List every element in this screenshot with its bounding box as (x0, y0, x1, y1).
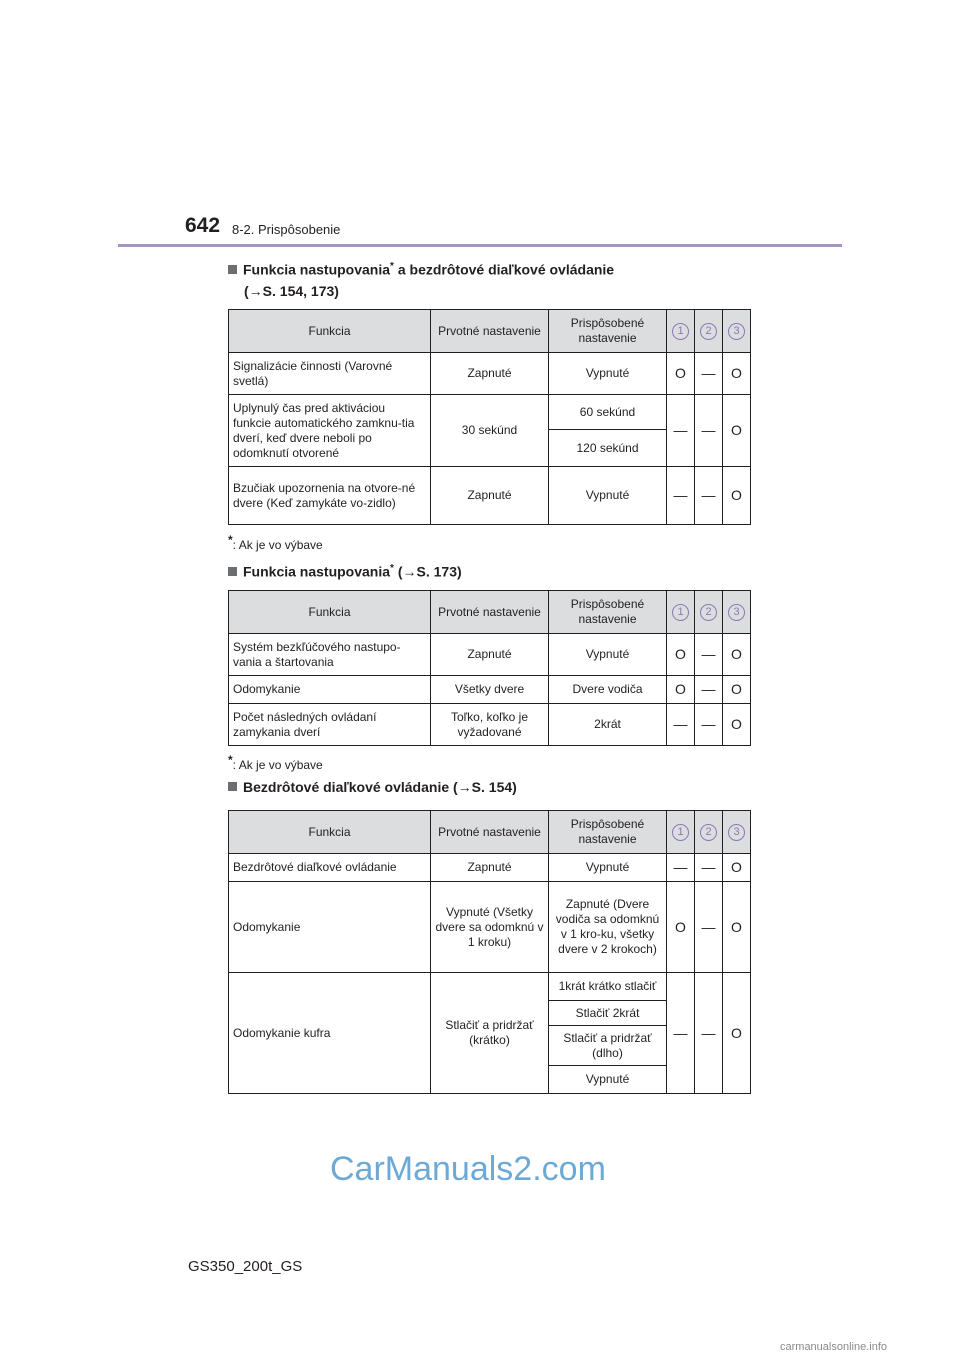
cell-custom: Stlačiť 2krát (549, 1001, 667, 1026)
table-header-row (229, 310, 751, 353)
cell-mark: O (723, 634, 751, 676)
cell-mark: — (667, 704, 695, 746)
section2-table (228, 590, 751, 746)
col-header (695, 310, 723, 353)
table-row (229, 467, 751, 525)
col-header: Funkcia (229, 591, 431, 634)
circled-number-icon: 2 (700, 824, 717, 841)
cell-function: Počet následných ovládaní zamykania dverí (229, 704, 431, 746)
cell-function: Odomykanie kufra (229, 973, 431, 1094)
chapter-title: 8-2. Prispôsobenie (232, 222, 341, 237)
col-header: Prispôsobené nastavenie (549, 310, 667, 353)
col-header: Prispôsobené nastavenie (549, 811, 667, 854)
square-bullet-icon (228, 567, 237, 576)
cell-custom: 120 sekúnd (549, 430, 667, 467)
col-header (723, 310, 751, 353)
site-footer: carmanualsonline.info (780, 1341, 888, 1353)
page-number: 642 (185, 214, 221, 237)
cell-mark: — (667, 973, 695, 1094)
cell-mark: O (667, 353, 695, 395)
cell-mark: O (723, 973, 751, 1094)
cell-mark: — (695, 973, 723, 1094)
cell-mark: O (667, 634, 695, 676)
cell-mark: O (723, 395, 751, 467)
watermark: CarManuals2.com (330, 1150, 606, 1188)
cell-initial: Vypnuté (Všetky dvere sa odomknú v 1 kroku) (431, 882, 549, 973)
table-row (229, 634, 751, 676)
cell-custom: Vypnuté (549, 467, 667, 525)
col-header (723, 591, 751, 634)
asterisk: * (228, 753, 233, 767)
cell-custom: Zapnuté (Dvere vodiča sa odomknú v 1 kro-ku, všetky dvere v 2 krokoch) (549, 882, 667, 973)
col-header (695, 591, 723, 634)
cell-initial: 30 sekúnd (431, 395, 549, 467)
cell-function: Bzučiak upozornenia na otvore-né dvere (Keď zamykáte vo-zidlo) (229, 467, 431, 525)
section1-title-text: Funkcia nastupovania (243, 261, 391, 278)
circled-number-icon: 1 (672, 604, 689, 621)
cell-mark: — (667, 854, 695, 882)
circled-number-icon: 1 (672, 323, 689, 340)
section1-table (228, 309, 751, 525)
cell-mark: O (667, 882, 695, 973)
col-header: Prvotné nastavenie (431, 811, 549, 854)
table-header-row (229, 811, 751, 854)
cell-mark: O (723, 882, 751, 973)
circled-number-icon: 3 (728, 323, 745, 340)
cell-mark: O (667, 676, 695, 704)
circled-number-icon: 3 (728, 604, 745, 621)
cell-function: Odomykanie (229, 676, 431, 704)
section3-title (228, 777, 517, 798)
section1-ref: (→S. 154, 173) (244, 282, 339, 299)
section1-title (228, 256, 614, 302)
header-divider (118, 244, 842, 247)
section2-title-text: Funkcia nastupovania (243, 563, 391, 580)
cell-initial: Zapnuté (431, 353, 549, 395)
cell-initial: Zapnuté (431, 634, 549, 676)
cell-custom: 1krát krátko stlačiť (549, 973, 667, 1001)
table-row (229, 704, 751, 746)
col-header (667, 310, 695, 353)
asterisk: * (390, 261, 394, 272)
table-row (229, 882, 751, 973)
cell-mark: — (695, 882, 723, 973)
col-header (667, 591, 695, 634)
cell-mark: — (695, 353, 723, 395)
cell-mark: O (723, 704, 751, 746)
col-header: Funkcia (229, 811, 431, 854)
cell-mark: O (723, 467, 751, 525)
cell-initial: Všetky dvere (431, 676, 549, 704)
table-header-row (229, 591, 751, 634)
col-header (667, 811, 695, 854)
cell-custom: Dvere vodiča (549, 676, 667, 704)
col-header (723, 811, 751, 854)
col-header: Prispôsobené nastavenie (549, 591, 667, 634)
cell-mark: O (723, 676, 751, 704)
cell-mark: — (695, 395, 723, 467)
cell-custom: Stlačiť a pridržať (dlho) (549, 1026, 667, 1066)
cell-mark: — (667, 395, 695, 467)
square-bullet-icon (228, 265, 237, 274)
section3-title-text: Bezdrôtové diaľkové ovládanie (243, 779, 450, 795)
cell-custom: 2krát (549, 704, 667, 746)
circled-number-icon: 2 (700, 604, 717, 621)
cell-initial: Zapnuté (431, 854, 549, 882)
cell-initial: Stlačiť a pridržať (krátko) (431, 973, 549, 1094)
circled-number-icon: 1 (672, 824, 689, 841)
cell-custom: 60 sekúnd (549, 395, 667, 430)
cell-function: Bezdrôtové diaľkové ovládanie (229, 854, 431, 882)
cell-mark: — (695, 676, 723, 704)
table-row (229, 353, 751, 395)
cell-function: Systém bezkľúčového nastupo-vania a štartovania (229, 634, 431, 676)
table-row (229, 973, 751, 1001)
table-row (229, 395, 751, 430)
section1-footnote: *: Ak je vo výbave (228, 533, 323, 552)
circled-number-icon: 3 (728, 824, 745, 841)
cell-custom: Vypnuté (549, 854, 667, 882)
circled-number-icon: 2 (700, 323, 717, 340)
section1-title-suffix: a bezdrôtové diaľkové ovládanie (393, 261, 615, 278)
cell-mark: — (667, 467, 695, 525)
cell-function: Odomykanie (229, 882, 431, 973)
cell-mark: — (695, 854, 723, 882)
footnote-text: Ak je vo výbave (238, 538, 323, 552)
footnote-text: Ak je vo výbave (238, 758, 323, 772)
cell-mark: — (695, 634, 723, 676)
section3-table (228, 810, 751, 1094)
col-header: Prvotné nastavenie (431, 310, 549, 353)
col-header: Prvotné nastavenie (431, 591, 549, 634)
cell-initial: Toľko, koľko je vyžadované (431, 704, 549, 746)
asterisk: * (228, 533, 233, 547)
table-row (229, 676, 751, 704)
square-bullet-icon (228, 782, 237, 791)
section2-footnote: *: Ak je vo výbave (228, 753, 323, 772)
cell-custom: Vypnuté (549, 353, 667, 395)
col-header: Funkcia (229, 310, 431, 353)
col-header (695, 811, 723, 854)
cell-mark: — (695, 467, 723, 525)
section2-ref: (→S. 173) (393, 563, 462, 580)
cell-mark: — (695, 704, 723, 746)
section3-ref: (→S. 154) (449, 779, 517, 795)
cell-mark: O (723, 353, 751, 395)
cell-custom: Vypnuté (549, 634, 667, 676)
cell-mark: O (723, 854, 751, 882)
cell-custom: Vypnuté (549, 1066, 667, 1094)
section2-title (228, 558, 462, 583)
asterisk: * (390, 563, 394, 574)
cell-function: Uplynulý čas pred aktiváciou funkcie automatického zamknu-tia dverí, keď dvere neboli po odomknutí otvorené (229, 395, 431, 467)
table-row (229, 854, 751, 882)
cell-initial: Zapnuté (431, 467, 549, 525)
footer-code: GS350_200t_GS (188, 1258, 303, 1275)
cell-function: Signalizácie činnosti (Varovné svetlá) (229, 353, 431, 395)
